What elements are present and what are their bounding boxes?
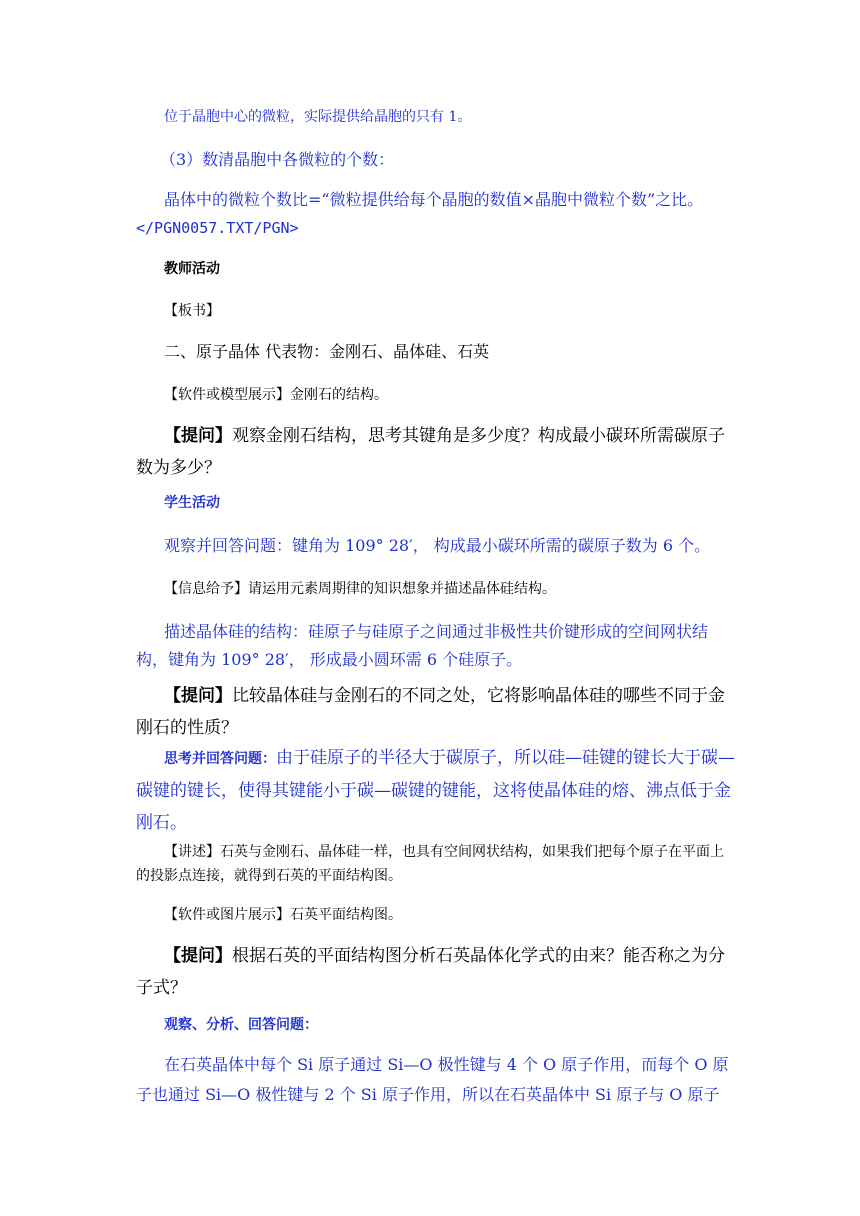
info-silicon-structure bbox=[136, 578, 736, 600]
question-diamond-bond bbox=[136, 420, 736, 484]
board-writing-tag: 【板书】 bbox=[164, 303, 220, 319]
answer-text: 由于硅原子的半径大于碳原子，所以硅—硅键的键长大于碳—碳键的键长，使得其键能小于碳—碳键的键能，这将使晶体硅的熔、沸点低于金刚石。 bbox=[136, 748, 735, 833]
question-text: 观察金刚石结构，思考其键角是多少度？构成最小碳环所需碳原子数为多少？ bbox=[136, 426, 725, 478]
answer-bond-angle: 观察并回答问题：键角为 109° 28′， 构成最小碳环所需的碳原子数为 6 个。 bbox=[164, 536, 711, 555]
demo-tag: 【软件或图片展示】 bbox=[164, 907, 290, 923]
answer-silicon-properties bbox=[136, 742, 736, 839]
info-tag: 【信息给予】 bbox=[164, 581, 248, 597]
demo-text: 金刚石的结构。 bbox=[290, 387, 388, 403]
paragraph-center-particle: 位于晶胞中心的微粒，实际提供给晶胞的只有 1。 bbox=[164, 109, 472, 125]
lecture-tag: 【讲述】 bbox=[164, 844, 220, 860]
diamond-structure-demo bbox=[136, 384, 736, 406]
ratio-text: 晶体中的微粒个数比=“微粒提供给每个晶胞的数值×晶胞中微粒个数”之比。 bbox=[164, 190, 704, 209]
info-text: 请运用元素周期律的知识想象并描述晶体硅结构。 bbox=[248, 581, 556, 597]
atomic-crystal-heading: 二、原子晶体 代表物：金刚石、晶体硅、石英 bbox=[164, 342, 490, 361]
observe-analyze-answer: 观察、分析、回答问题： bbox=[164, 1017, 318, 1033]
section-student-activity: 学生活动 bbox=[164, 495, 220, 511]
page-marker-tag: </PGN0057.TXT/PGN> bbox=[136, 219, 299, 237]
answer-label: 思考并回答问题： bbox=[164, 751, 276, 767]
question-tag: 【提问】 bbox=[164, 686, 232, 706]
describe-silicon-structure: 描述晶体硅的结构：硅原子与硅原子之间通过非极性共价键形成的空间网状结构，键角为 109° 28′， 形成最小圆环需 6 个硅原子。 bbox=[136, 622, 709, 669]
paragraph-particle-ratio bbox=[136, 186, 736, 242]
heading-count-particles: （3）数清晶胞中各微粒的个数： bbox=[160, 150, 395, 169]
question-text: 比较晶体硅与金刚石的不同之处，它将影响晶体硅的哪些不同于金刚石的性质？ bbox=[136, 686, 725, 738]
demo-text: 石英平面结构图。 bbox=[290, 907, 402, 923]
quartz-diagram-demo bbox=[136, 904, 736, 926]
quartz-bonding-answer: 在石英晶体中每个 Si 原子通过 Si—O 极性键与 4 个 O 原子作用，而每个 O 原子也通过 Si—O 极性键与 2 个 Si 原子作用，所以在石英晶体中 Si 原子与 O 原子 bbox=[136, 1055, 729, 1104]
demo-tag: 【软件或模型展示】 bbox=[164, 387, 290, 403]
lecture-quartz bbox=[136, 840, 736, 888]
section-teacher-activity: 教师活动 bbox=[164, 261, 220, 277]
question-tag: 【提问】 bbox=[164, 946, 232, 966]
question-text: 根据石英的平面结构图分析石英晶体化学式的由来？能否称之为分子式？ bbox=[136, 946, 725, 998]
lecture-text: 石英与金刚石、晶体硅一样，也具有空间网状结构，如果我们把每个原子在平面上的投影点连接，就得到石英的平面结构图。 bbox=[136, 844, 724, 884]
question-tag: 【提问】 bbox=[164, 426, 232, 446]
question-quartz-formula bbox=[136, 940, 736, 1004]
question-silicon-vs-diamond bbox=[136, 680, 736, 744]
